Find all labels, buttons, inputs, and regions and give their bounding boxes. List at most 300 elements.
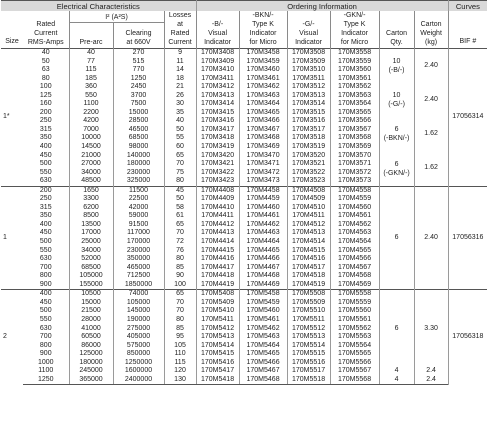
g-visual-cell: 170M5508 (287, 290, 330, 299)
bkn-cell: 170M5466 (239, 359, 287, 368)
b-visual-cell: 170M4411 (196, 212, 239, 221)
bkn-header: -BKN/- Type K Indicator for Micro (239, 11, 287, 49)
clearing-cell: 712500 (113, 272, 164, 281)
rated-current-cell: 80 (41, 74, 50, 82)
clearing-cell: 230000 (113, 169, 164, 178)
b-visual-cell: 170M4409 (196, 195, 239, 204)
gkn-cell: 170M3565 (330, 109, 379, 118)
rated-current-cell: 550 (39, 246, 52, 254)
g-visual-cell: 170M3514 (287, 100, 330, 109)
clearing-cell: 2450 (113, 83, 164, 92)
gkn-cell: 170M4563 (330, 229, 379, 238)
losses-cell: 9 (164, 49, 196, 58)
g-visual-cell: 170M3508 (287, 49, 330, 58)
losses-cell: 95 (164, 333, 196, 342)
losses-cell: 61 (164, 212, 196, 221)
table-row (1, 376, 487, 385)
clearing-cell: 405000 (113, 333, 164, 342)
pre-arc-cell: 105000 (69, 272, 113, 281)
rated-current-cell: 100 (39, 83, 52, 91)
bkn-cell: 170M5464 (239, 342, 287, 351)
losses-cell: 40 (164, 117, 196, 126)
g-visual-cell: 170M3521 (287, 160, 330, 169)
pre-arc-cell: 6200 (69, 204, 113, 213)
clearing-cell: 275000 (113, 325, 164, 334)
rated-current-cell: 125 (39, 91, 52, 99)
bkn-cell: 170M5460 (239, 307, 287, 316)
b-visual-cell: 170M4416 (196, 255, 239, 264)
ordering-header: Ordering Information (196, 1, 448, 12)
g-visual-cell: 170M5514 (287, 342, 330, 351)
pre-arc-cell: 7000 (69, 126, 113, 135)
table-body (1, 49, 487, 385)
g-visual-cell: 170M3509 (287, 58, 330, 67)
b-visual-cell: 170M4412 (196, 221, 239, 230)
bkn-cell: 170M3465 (239, 109, 287, 118)
bkn-cell: 170M5461 (239, 316, 287, 325)
b-visual-cell: 170M4408 (196, 186, 239, 195)
gkn-header: -GKN/- Type K Indicator for Micro (330, 11, 379, 49)
gkn-cell: 170M5566 (330, 359, 379, 368)
pre-arc-cell: 27000 (69, 160, 113, 169)
bkn-cell: 170M3470 (239, 152, 287, 161)
g-visual-cell: 170M4519 (287, 281, 330, 290)
g-visual-cell: 170M4509 (287, 195, 330, 204)
bkn-cell: 170M3471 (239, 160, 287, 169)
pre-arc-cell: 2200 (69, 109, 113, 118)
column-header-row-1 (1, 11, 487, 23)
gkn-cell: 170M3564 (330, 100, 379, 109)
clearing-cell: 1600000 (113, 367, 164, 376)
table-row (1, 117, 487, 126)
rated-current-cell: 400 (39, 220, 52, 228)
rated-current-cell: 400 (39, 143, 52, 151)
b-visual-cell: 170M5408 (196, 290, 239, 299)
clearing-cell: 98000 (113, 143, 164, 152)
bkn-cell: 170M3464 (239, 100, 287, 109)
pre-arc-cell: 245000 (69, 367, 113, 376)
rated-current-cell: 315 (39, 125, 52, 133)
rated-current-cell: 800 (39, 272, 52, 280)
b-visual-cell: 170M3413 (196, 92, 239, 101)
gkn-cell: 170M4558 (330, 186, 379, 195)
bkn-cell: 170M3468 (239, 134, 287, 143)
rated-current-cell: 1250 (23, 376, 69, 385)
clearing-cell: 350000 (113, 255, 164, 264)
g-visual-cell: 170M4511 (287, 212, 330, 221)
clearing-cell: 74000 (113, 290, 164, 299)
bif-header: BIF # (448, 11, 487, 49)
gkn-cell: 170M4562 (330, 221, 379, 230)
rated-current-cell: 1000 (37, 358, 54, 366)
b-visual-cell: 170M5411 (196, 316, 239, 325)
bkn-cell: 170M4466 (239, 255, 287, 264)
group-header-row (1, 1, 487, 12)
gkn-cell: 170M3567 (330, 126, 379, 135)
pre-arc-cell: 21000 (69, 152, 113, 161)
losses-cell: 26 (164, 92, 196, 101)
g-visual-cell: 170M3510 (287, 66, 330, 75)
g-visual-cell: 170M3516 (287, 117, 330, 126)
b-visual-cell: 170M3418 (196, 134, 239, 143)
bkn-cell: 170M5459 (239, 299, 287, 308)
gkn-cell: 170M5565 (330, 350, 379, 359)
losses-cell: 65 (164, 221, 196, 230)
losses-cell: 50 (164, 126, 196, 135)
bkn-cell: 170M3469 (239, 143, 287, 152)
losses-cell: 65 (164, 290, 196, 299)
clearing-cell: 190000 (113, 316, 164, 325)
losses-cell: 105 (164, 342, 196, 351)
rated-current-cell: 900 (39, 350, 52, 358)
clearing-cell: 515 (113, 58, 164, 67)
carton-weight-header: Carton Weight (kg) (414, 11, 448, 49)
g-visual-cell: 170M5512 (287, 325, 330, 334)
losses-cell: 14 (164, 66, 196, 75)
b-visual-cell: 170M5412 (196, 325, 239, 334)
g-visual-cell: 170M4517 (287, 264, 330, 273)
losses-cell: 120 (164, 367, 196, 376)
pre-arc-cell: 8500 (69, 212, 113, 221)
losses-cell: 18 (164, 75, 196, 84)
bkn-cell: 170M4462 (239, 221, 287, 230)
bif-cell: 17056314 (448, 49, 487, 187)
b-visual-cell: 170M3421 (196, 160, 239, 169)
g-visual-cell: 170M3511 (287, 75, 330, 84)
gkn-cell: 170M3559 (330, 58, 379, 67)
gkn-cell: 170M3569 (330, 143, 379, 152)
pre-arc-cell: 28000 (69, 316, 113, 325)
gkn-cell: 170M3562 (330, 83, 379, 92)
losses-header: Losses at Rated Current (164, 11, 196, 49)
gkn-cell: 170M3563 (330, 92, 379, 101)
clearing-cell: 850000 (113, 350, 164, 359)
b-visual-cell: 170M3411 (196, 75, 239, 84)
rated-current-cell: 800 (39, 341, 52, 349)
gkn-cell: 170M4569 (330, 281, 379, 290)
bkn-cell: 170M3459 (239, 58, 287, 67)
clearing-cell: 3700 (113, 92, 164, 101)
carton-weight-cell: 2.4 (414, 367, 448, 376)
carton-weight-cell: 1.62 (414, 152, 448, 187)
g-visual-header: -G/- Visual Indicator (287, 11, 330, 49)
pre-arc-cell: 15000 (69, 299, 113, 308)
clearing-cell: 145000 (113, 307, 164, 316)
table-row (1, 49, 487, 58)
g-visual-cell: 170M4518 (287, 272, 330, 281)
losses-cell: 76 (164, 247, 196, 256)
clearing-cell: 1850000 (113, 281, 164, 290)
pre-arc-cell: 21500 (69, 307, 113, 316)
g-visual-cell: 170M4510 (287, 204, 330, 213)
gkn-cell: 170M5564 (330, 342, 379, 351)
gkn-cell: 170M5567 (330, 367, 379, 376)
rated-current-cell: 450 (39, 229, 52, 237)
rated-current-cell: 500 (39, 160, 52, 168)
pre-arc-cell: 1650 (69, 186, 113, 195)
rated-current-cell: 700 (39, 333, 52, 341)
pre-arc-cell: 125000 (69, 350, 113, 359)
clearing-cell: 59000 (113, 212, 164, 221)
carton-qty-cell: 10 (-G/-) (379, 83, 414, 117)
bkn-cell: 170M4464 (239, 238, 287, 247)
pre-arc-cell: 40 (69, 49, 113, 58)
clearing-cell: 117000 (113, 229, 164, 238)
b-visual-cell: 170M5415 (196, 350, 239, 359)
bkn-cell: 170M4468 (239, 272, 287, 281)
clearing-cell: 1250000 (113, 359, 164, 368)
b-visual-header: -B/- Visual Indicator (196, 11, 239, 49)
losses-cell: 85 (164, 325, 196, 334)
rated-current-cell: 160 (39, 100, 52, 108)
pre-arc-cell: 86000 (69, 342, 113, 351)
rated-current-cell: 200 (39, 108, 52, 116)
rated-current-cell: 350 (39, 134, 52, 142)
pre-arc-header: Pre-arc (69, 23, 113, 49)
b-visual-cell: 170M4417 (196, 264, 239, 273)
g-visual-cell: 170M5516 (287, 359, 330, 368)
gkn-cell: 170M3572 (330, 169, 379, 178)
b-visual-cell: 170M4413 (196, 229, 239, 238)
pre-arc-cell: 25000 (69, 238, 113, 247)
clearing-cell: 42000 (113, 204, 164, 213)
g-visual-cell: 170M4514 (287, 238, 330, 247)
pre-arc-cell: 48500 (69, 177, 113, 186)
carton-weight-cell: 2.40 (414, 186, 448, 290)
size-cell: 2 (3, 333, 7, 341)
losses-cell: 75 (164, 169, 196, 178)
gkn-cell: 170M4567 (330, 264, 379, 273)
gkn-cell: 170M5562 (330, 325, 379, 334)
b-visual-cell: 170M5413 (196, 333, 239, 342)
carton-weight-cell: 2.40 (414, 49, 448, 84)
bkn-cell: 170M3460 (239, 66, 287, 75)
gkn-cell: 170M4559 (330, 195, 379, 204)
losses-cell: 55 (164, 134, 196, 143)
gkn-cell: 170M3558 (330, 49, 379, 58)
rated-current-cell: 50 (41, 57, 50, 65)
losses-cell: 70 (164, 307, 196, 316)
gkn-cell: 170M5560 (330, 307, 379, 316)
carton-qty-cell: 6 (-BKN/-) (379, 117, 414, 151)
rated-current-cell: 900 (39, 280, 52, 288)
b-visual-cell: 170M4419 (196, 281, 239, 290)
fuse-spec-table (1, 0, 487, 385)
losses-cell: 45 (164, 186, 196, 195)
pre-arc-cell: 41000 (69, 325, 113, 334)
gkn-cell: 170M3561 (330, 75, 379, 84)
b-visual-cell: 170M4410 (196, 204, 239, 213)
table-row (1, 367, 487, 376)
g-visual-cell: 170M4512 (287, 221, 330, 230)
pre-arc-cell: 10500 (69, 290, 113, 299)
bkn-cell: 170M4467 (239, 264, 287, 273)
b-visual-cell: 170M5416 (196, 359, 239, 368)
bkn-cell: 170M4460 (239, 204, 287, 213)
losses-cell: 50 (164, 195, 196, 204)
pre-arc-cell: 1100 (69, 100, 113, 109)
gkn-cell: 170M4566 (330, 255, 379, 264)
clearing-cell: 15000 (113, 109, 164, 118)
bkn-cell: 170M4469 (239, 281, 287, 290)
g-visual-cell: 170M3515 (287, 109, 330, 118)
g-visual-cell: 170M5509 (287, 299, 330, 308)
rated-current-cell: 250 (39, 117, 52, 125)
clearing-cell: 1250 (113, 75, 164, 84)
b-visual-cell: 170M3410 (196, 66, 239, 75)
g-visual-cell: 170M4508 (287, 186, 330, 195)
pre-arc-cell: 10000 (69, 134, 113, 143)
carton-weight-cell: 1.62 (414, 117, 448, 151)
bkn-cell: 170M5458 (239, 290, 287, 299)
clearing-cell: 270 (113, 49, 164, 58)
pre-arc-cell: 17000 (69, 229, 113, 238)
losses-cell: 115 (164, 359, 196, 368)
curves-header: Curves (448, 1, 487, 12)
clearing-cell: 770 (113, 66, 164, 75)
bkn-cell: 170M3463 (239, 92, 287, 101)
bkn-cell: 170M3462 (239, 83, 287, 92)
carton-qty-cell: 4 (379, 367, 414, 376)
carton-qty-cell: 4 (379, 376, 414, 385)
b-visual-cell: 170M5410 (196, 307, 239, 316)
losses-cell: 11 (164, 58, 196, 67)
clearing-cell: 46500 (113, 126, 164, 135)
rated-current-cell: 40 (41, 49, 50, 56)
gkn-cell: 170M3568 (330, 134, 379, 143)
losses-cell: 70 (164, 229, 196, 238)
carton-weight-cell: 3.30 (414, 290, 448, 367)
losses-cell: 80 (164, 255, 196, 264)
b-visual-cell: 170M3416 (196, 117, 239, 126)
losses-cell: 85 (164, 264, 196, 273)
b-visual-cell: 170M3412 (196, 83, 239, 92)
bif-cell: 17056318 (448, 290, 487, 385)
losses-cell: 70 (164, 299, 196, 308)
b-visual-cell: 170M4414 (196, 238, 239, 247)
g-visual-cell: 170M4515 (287, 247, 330, 256)
carton-weight-cell: 2.40 (414, 83, 448, 117)
losses-cell: 35 (164, 109, 196, 118)
clearing-cell: 180000 (113, 160, 164, 169)
gkn-cell: 170M5568 (330, 376, 379, 385)
gkn-cell: 170M4568 (330, 272, 379, 281)
losses-cell: 65 (164, 152, 196, 161)
bkn-cell: 170M5465 (239, 350, 287, 359)
bkn-cell: 170M4459 (239, 195, 287, 204)
rated-current-cell: 500 (39, 238, 52, 246)
losses-cell: 58 (164, 204, 196, 213)
b-visual-cell: 170M5409 (196, 299, 239, 308)
bkn-cell: 170M4461 (239, 212, 287, 221)
gkn-cell: 170M5563 (330, 333, 379, 342)
pre-arc-cell: 180000 (69, 359, 113, 368)
bkn-cell: 170M3467 (239, 126, 287, 135)
clearing-cell: 325000 (113, 177, 164, 186)
rated-current-cell: 450 (39, 298, 52, 306)
bkn-cell: 170M5463 (239, 333, 287, 342)
pre-arc-cell: 115 (69, 66, 113, 75)
gkn-cell: 170M4561 (330, 212, 379, 221)
bkn-cell: 170M4463 (239, 229, 287, 238)
table-row (1, 152, 487, 161)
pre-arc-cell: 77 (69, 58, 113, 67)
carton-qty-header: Carton Qty. (379, 11, 414, 49)
pre-arc-cell: 34000 (69, 247, 113, 256)
pre-arc-cell: 14500 (69, 143, 113, 152)
g-visual-cell: 170M5515 (287, 350, 330, 359)
clearing-cell: 105000 (113, 299, 164, 308)
table-row (1, 186, 487, 195)
gkn-cell: 170M4565 (330, 247, 379, 256)
g-visual-cell: 170M3523 (287, 177, 330, 186)
bkn-cell: 170M3473 (239, 177, 287, 186)
clearing-cell: 91500 (113, 221, 164, 230)
rated-current-cell: 630 (39, 255, 52, 263)
g-visual-cell: 170M3512 (287, 83, 330, 92)
clearing-cell: 11500 (113, 186, 164, 195)
table-row (1, 290, 487, 299)
gkn-cell: 170M4564 (330, 238, 379, 247)
clearing-cell: 22500 (113, 195, 164, 204)
gkn-cell: 170M3566 (330, 117, 379, 126)
gkn-cell: 170M5558 (330, 290, 379, 299)
gkn-cell: 170M4560 (330, 204, 379, 213)
bkn-cell: 170M5468 (239, 376, 287, 385)
g-visual-cell: 170M5511 (287, 316, 330, 325)
g-visual-cell: 170M5518 (287, 376, 330, 385)
g-visual-cell: 170M3518 (287, 134, 330, 143)
gkn-cell: 170M5559 (330, 299, 379, 308)
pre-arc-cell: 52000 (69, 255, 113, 264)
g-visual-cell: 170M4513 (287, 229, 330, 238)
rated-current-cell: 400 (39, 290, 52, 298)
pre-arc-cell: 4200 (69, 117, 113, 126)
losses-cell: 70 (164, 160, 196, 169)
carton-qty-cell: 6 (379, 290, 414, 367)
pre-arc-cell: 60500 (69, 333, 113, 342)
rated-current-cell: 550 (39, 168, 52, 176)
b-visual-cell: 170M5414 (196, 342, 239, 351)
b-visual-cell: 170M5418 (196, 376, 239, 385)
pre-arc-cell: 550 (69, 92, 113, 101)
b-visual-cell: 170M4418 (196, 272, 239, 281)
rated-current-cell: 500 (39, 307, 52, 315)
table-row (1, 83, 487, 92)
i2t-header: I² (A²S) (69, 11, 164, 23)
b-visual-cell: 170M3414 (196, 100, 239, 109)
gkn-cell: 170M3570 (330, 152, 379, 161)
losses-cell: 110 (164, 350, 196, 359)
clearing-cell: 230000 (113, 247, 164, 256)
rated-current-cell: 1100 (38, 367, 54, 375)
losses-cell: 130 (164, 376, 196, 385)
g-visual-cell: 170M5513 (287, 333, 330, 342)
b-visual-cell: 170M3417 (196, 126, 239, 135)
carton-qty-cell: 6 (-GKN/-) (379, 152, 414, 187)
g-visual-cell: 170M4516 (287, 255, 330, 264)
bkn-cell: 170M3466 (239, 117, 287, 126)
clearing-cell: 465000 (113, 264, 164, 273)
b-visual-cell: 170M5417 (196, 367, 239, 376)
clearing-cell: 28500 (113, 117, 164, 126)
bif-cell: 17056316 (448, 186, 487, 290)
bkn-cell: 170M4465 (239, 247, 287, 256)
losses-cell: 72 (164, 238, 196, 247)
clearing-cell: 170000 (113, 238, 164, 247)
bkn-cell: 170M4458 (239, 186, 287, 195)
b-visual-cell: 170M3409 (196, 58, 239, 67)
